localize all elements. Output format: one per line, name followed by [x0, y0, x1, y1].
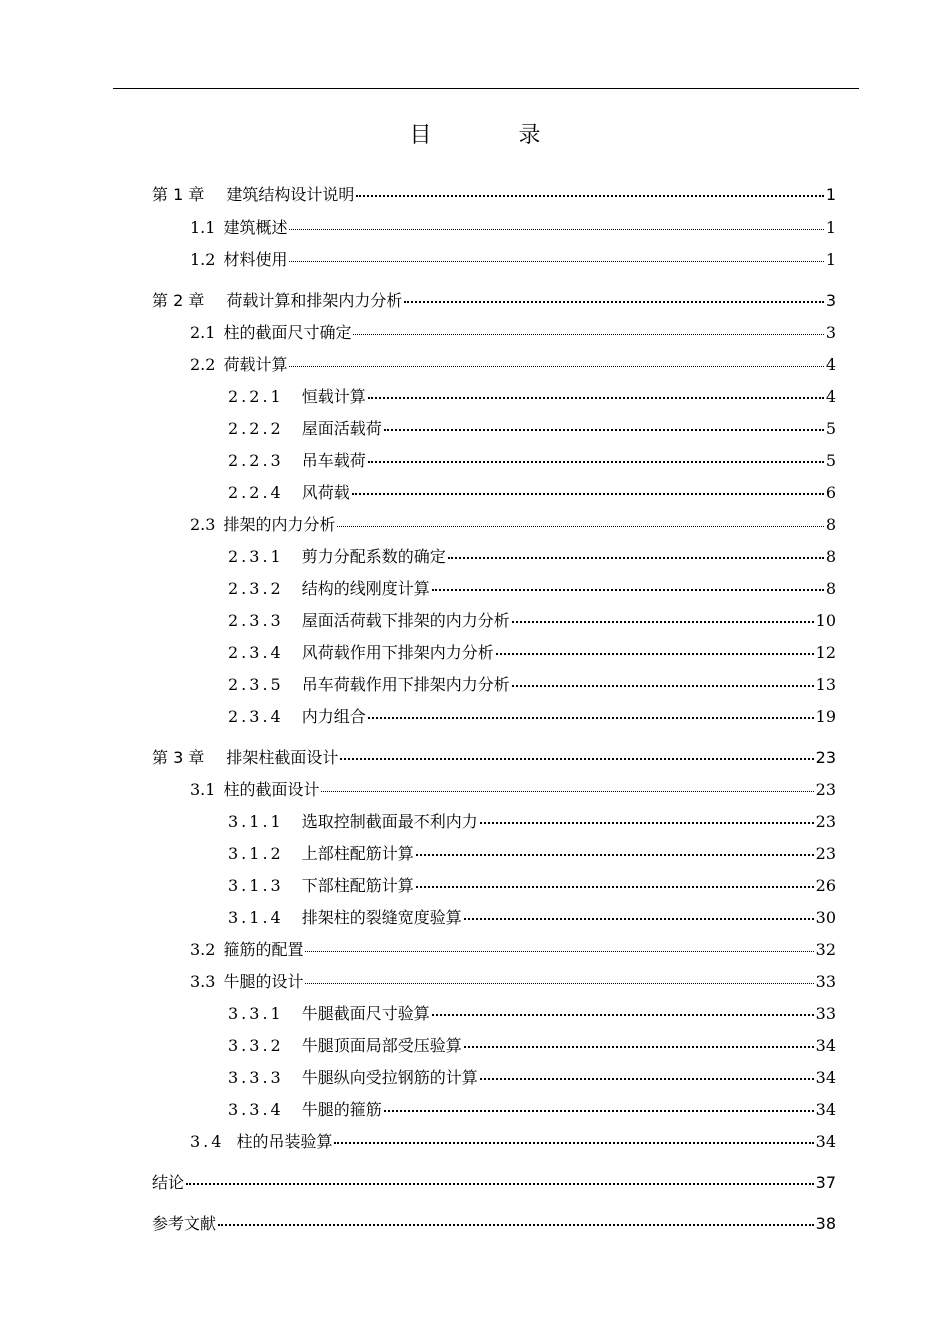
- dot-leader: [305, 943, 813, 952]
- dot-leader: [321, 783, 813, 792]
- dot-leader: [512, 677, 814, 687]
- toc-entry-2-2-2[interactable]: [228, 416, 836, 442]
- toc-label: 牛腿的箍筋: [301, 1100, 382, 1119]
- toc-number: 2.3.5: [228, 675, 284, 694]
- toc-label: 荷载计算和排架内力分析: [226, 291, 403, 310]
- toc-number: 3.3.3: [228, 1068, 284, 1087]
- toc-page-number: 4: [825, 355, 836, 374]
- toc-label: 结论: [152, 1173, 185, 1192]
- dot-leader: [404, 293, 823, 303]
- toc-number: 3.1.1: [228, 812, 284, 831]
- toc-page-number: 33: [815, 1004, 836, 1023]
- toc-page-number: 5: [825, 451, 836, 470]
- toc-label: 牛腿纵向受拉钢筋的计算: [301, 1068, 478, 1087]
- dot-leader: [464, 1038, 814, 1048]
- dot-leader: [368, 389, 824, 399]
- toc-label: 吊车荷载作用下排架内力分析: [301, 675, 510, 694]
- toc-label: 内力组合: [301, 707, 366, 726]
- toc-page-number: 13: [815, 675, 836, 694]
- toc-page-number: 6: [825, 483, 836, 502]
- toc-page-number: 23: [815, 844, 836, 863]
- toc-page-number: 32: [815, 940, 836, 959]
- toc-page-number: 23: [815, 812, 836, 831]
- toc-page-number: 37: [815, 1173, 836, 1192]
- toc-number: 2.3.3: [228, 611, 284, 630]
- toc-entry-3-1-2[interactable]: [228, 841, 836, 867]
- toc-entry-2-3-4b[interactable]: [228, 704, 836, 730]
- toc-page-number: 33: [815, 972, 836, 991]
- toc-label: 牛腿顶面局部受压验算: [301, 1036, 462, 1055]
- toc-entry-2-3-4[interactable]: [228, 640, 836, 666]
- toc-label: 柱的截面尺寸确定: [223, 323, 352, 342]
- toc-label: 柱的截面设计: [223, 780, 320, 799]
- toc-number: 2.1: [190, 323, 216, 342]
- dot-leader: [218, 1216, 814, 1226]
- dot-leader: [289, 253, 823, 262]
- toc-page-number: 38: [815, 1214, 836, 1233]
- page-title: 目 录: [409, 123, 581, 148]
- toc-entry-3-1-1[interactable]: [228, 809, 836, 835]
- toc-page-number: 1: [825, 250, 836, 269]
- toc-number: 3.1: [190, 780, 216, 799]
- toc-entry-chapter-2[interactable]: [152, 288, 836, 314]
- toc-label: 材料使用: [223, 250, 288, 269]
- toc-entry-2-2-3[interactable]: [228, 448, 836, 474]
- toc-page-number: 10: [815, 611, 836, 630]
- dot-leader: [289, 221, 823, 230]
- toc-page-number: 34: [815, 1068, 836, 1087]
- toc-number: 2.2.3: [228, 451, 284, 470]
- toc-number: 2.2.4: [228, 483, 284, 502]
- dot-leader: [480, 1070, 814, 1080]
- header-rule: [113, 88, 859, 89]
- toc-label: 风荷载作用下排架内力分析: [301, 643, 494, 662]
- toc-label: 排架的内力分析: [223, 515, 336, 534]
- dot-leader: [416, 846, 814, 856]
- toc-page-number: 8: [825, 515, 836, 534]
- toc-number: 2.2: [190, 355, 216, 374]
- dot-leader: [496, 645, 814, 655]
- toc-label: 牛腿的设计: [223, 972, 304, 991]
- toc-label: 建筑概述: [223, 218, 288, 237]
- toc-number: 2.2.2: [228, 419, 284, 438]
- toc-label: 屋面活载荷: [301, 419, 382, 438]
- toc-page-number: 12: [815, 643, 836, 662]
- toc-entry-2-2-1[interactable]: [228, 384, 836, 410]
- toc-entry-3-3-2[interactable]: [228, 1033, 836, 1059]
- dot-leader: [334, 1134, 813, 1144]
- toc-page-number: 26: [815, 876, 836, 895]
- dot-leader: [340, 750, 813, 760]
- toc-label: 恒载计算: [301, 387, 366, 406]
- toc-entry-1-1[interactable]: [190, 215, 836, 241]
- toc-number: 3.4: [190, 1132, 225, 1151]
- toc-page-number: 8: [825, 579, 836, 598]
- dot-leader: [512, 613, 814, 623]
- toc-number: 3.3.4: [228, 1100, 284, 1119]
- toc-label: 柱的吊装验算: [236, 1132, 333, 1151]
- toc-label: 剪力分配系数的确定: [301, 547, 446, 566]
- toc-entry-2-1[interactable]: [190, 320, 836, 346]
- toc-label: 荷载计算: [223, 355, 288, 374]
- toc-page-number: 23: [815, 748, 836, 767]
- toc-entry-3-3-4[interactable]: [228, 1097, 836, 1123]
- toc-label: 下部柱配筋计算: [301, 876, 414, 895]
- toc-page-number: 3: [825, 291, 836, 310]
- toc-entry-2-2-4[interactable]: [228, 480, 836, 506]
- toc-entry-1-2[interactable]: [190, 247, 836, 273]
- toc-entry-references[interactable]: [152, 1211, 836, 1237]
- toc-number: 1.1: [190, 218, 216, 237]
- toc-label: 吊车载荷: [301, 451, 366, 470]
- toc-label: 排架柱的裂缝宽度验算: [301, 908, 462, 927]
- dot-leader: [464, 910, 814, 920]
- toc-page-number: 5: [825, 419, 836, 438]
- toc-entry-2-3-1[interactable]: [228, 544, 836, 570]
- toc-number: 3.1.4: [228, 908, 284, 927]
- toc-label: 建筑结构设计说明: [226, 185, 355, 204]
- toc-page-number: 1: [825, 185, 836, 204]
- toc-entry-3-1[interactable]: [190, 777, 836, 803]
- toc-label: 箍筋的配置: [223, 940, 304, 959]
- dot-leader: [186, 1175, 814, 1185]
- toc-label: 结构的线刚度计算: [301, 579, 430, 598]
- toc-entry-conclusion[interactable]: [152, 1170, 836, 1196]
- dot-leader: [448, 549, 824, 559]
- toc-number: 3.1.3: [228, 876, 284, 895]
- dot-leader: [305, 975, 813, 984]
- toc-number: 第 1 章: [152, 185, 205, 204]
- toc-entry-chapter-1[interactable]: [152, 182, 836, 208]
- toc-number: 2.2.1: [228, 387, 284, 406]
- dot-leader: [384, 421, 824, 431]
- toc-entry-2-3-3[interactable]: [228, 608, 836, 634]
- toc-entry-2-3[interactable]: [190, 512, 836, 538]
- toc-number: 2.3.2: [228, 579, 284, 598]
- dot-leader: [480, 814, 814, 824]
- toc-number: 2.3.4: [228, 643, 284, 662]
- toc-number: 3.3.2: [228, 1036, 284, 1055]
- dot-leader: [289, 358, 823, 367]
- dot-leader: [432, 1006, 814, 1016]
- toc-entry-3-1-4[interactable]: [228, 905, 836, 931]
- toc-number: 1.2: [190, 250, 216, 269]
- dot-leader: [337, 518, 823, 527]
- toc-number: 2.3: [190, 515, 216, 534]
- dot-leader: [416, 878, 814, 888]
- toc-entry-2-2[interactable]: [190, 352, 836, 378]
- toc-number: 3.2: [190, 940, 216, 959]
- toc-page-number: 34: [815, 1132, 836, 1151]
- toc-page-number: 3: [825, 323, 836, 342]
- toc-page-number: 1: [825, 218, 836, 237]
- toc-entry-2-3-5[interactable]: [228, 672, 836, 698]
- toc-entry-chapter-3[interactable]: [152, 745, 836, 771]
- dot-leader: [368, 453, 824, 463]
- toc-label: 屋面活荷载下排架的内力分析: [301, 611, 510, 630]
- toc-entry-3-2[interactable]: [190, 937, 836, 963]
- toc-label: 选取控制截面最不利内力: [301, 812, 478, 831]
- toc-entry-3-3-1[interactable]: [228, 1001, 836, 1027]
- toc-label: 牛腿截面尺寸验算: [301, 1004, 430, 1023]
- toc-number: 3.3.1: [228, 1004, 284, 1023]
- dot-leader: [384, 1102, 814, 1112]
- dot-leader: [352, 485, 824, 495]
- toc-number: 2.3.1: [228, 547, 284, 566]
- toc-label: 排架柱截面设计: [226, 748, 339, 767]
- toc-entry-3-4[interactable]: [190, 1129, 836, 1155]
- toc-page-number: 34: [815, 1100, 836, 1119]
- toc-entry-2-3-2[interactable]: [228, 576, 836, 602]
- toc-label: 上部柱配筋计算: [301, 844, 414, 863]
- toc-page-number: 34: [815, 1036, 836, 1055]
- toc-label: 风荷载: [301, 483, 350, 502]
- dot-leader: [353, 326, 823, 335]
- toc-number: 第 3 章: [152, 748, 205, 767]
- toc-number: 2.3.4: [228, 707, 284, 726]
- toc-page-number: 19: [815, 707, 836, 726]
- toc-number: 3.1.2: [228, 844, 284, 863]
- toc-label: 参考文献: [152, 1214, 217, 1233]
- toc-entry-3-3[interactable]: [190, 969, 836, 995]
- toc-page-number: 4: [825, 387, 836, 406]
- toc-page-number: 30: [815, 908, 836, 927]
- toc-entry-3-1-3[interactable]: [228, 873, 836, 899]
- toc-page-number: 23: [815, 780, 836, 799]
- toc-entry-3-3-3[interactable]: [228, 1065, 836, 1091]
- dot-leader: [368, 709, 814, 719]
- toc-number: 3.3: [190, 972, 216, 991]
- toc-number: 第 2 章: [152, 291, 205, 310]
- dot-leader: [356, 187, 823, 197]
- toc-page-number: 8: [825, 547, 836, 566]
- dot-leader: [432, 581, 824, 591]
